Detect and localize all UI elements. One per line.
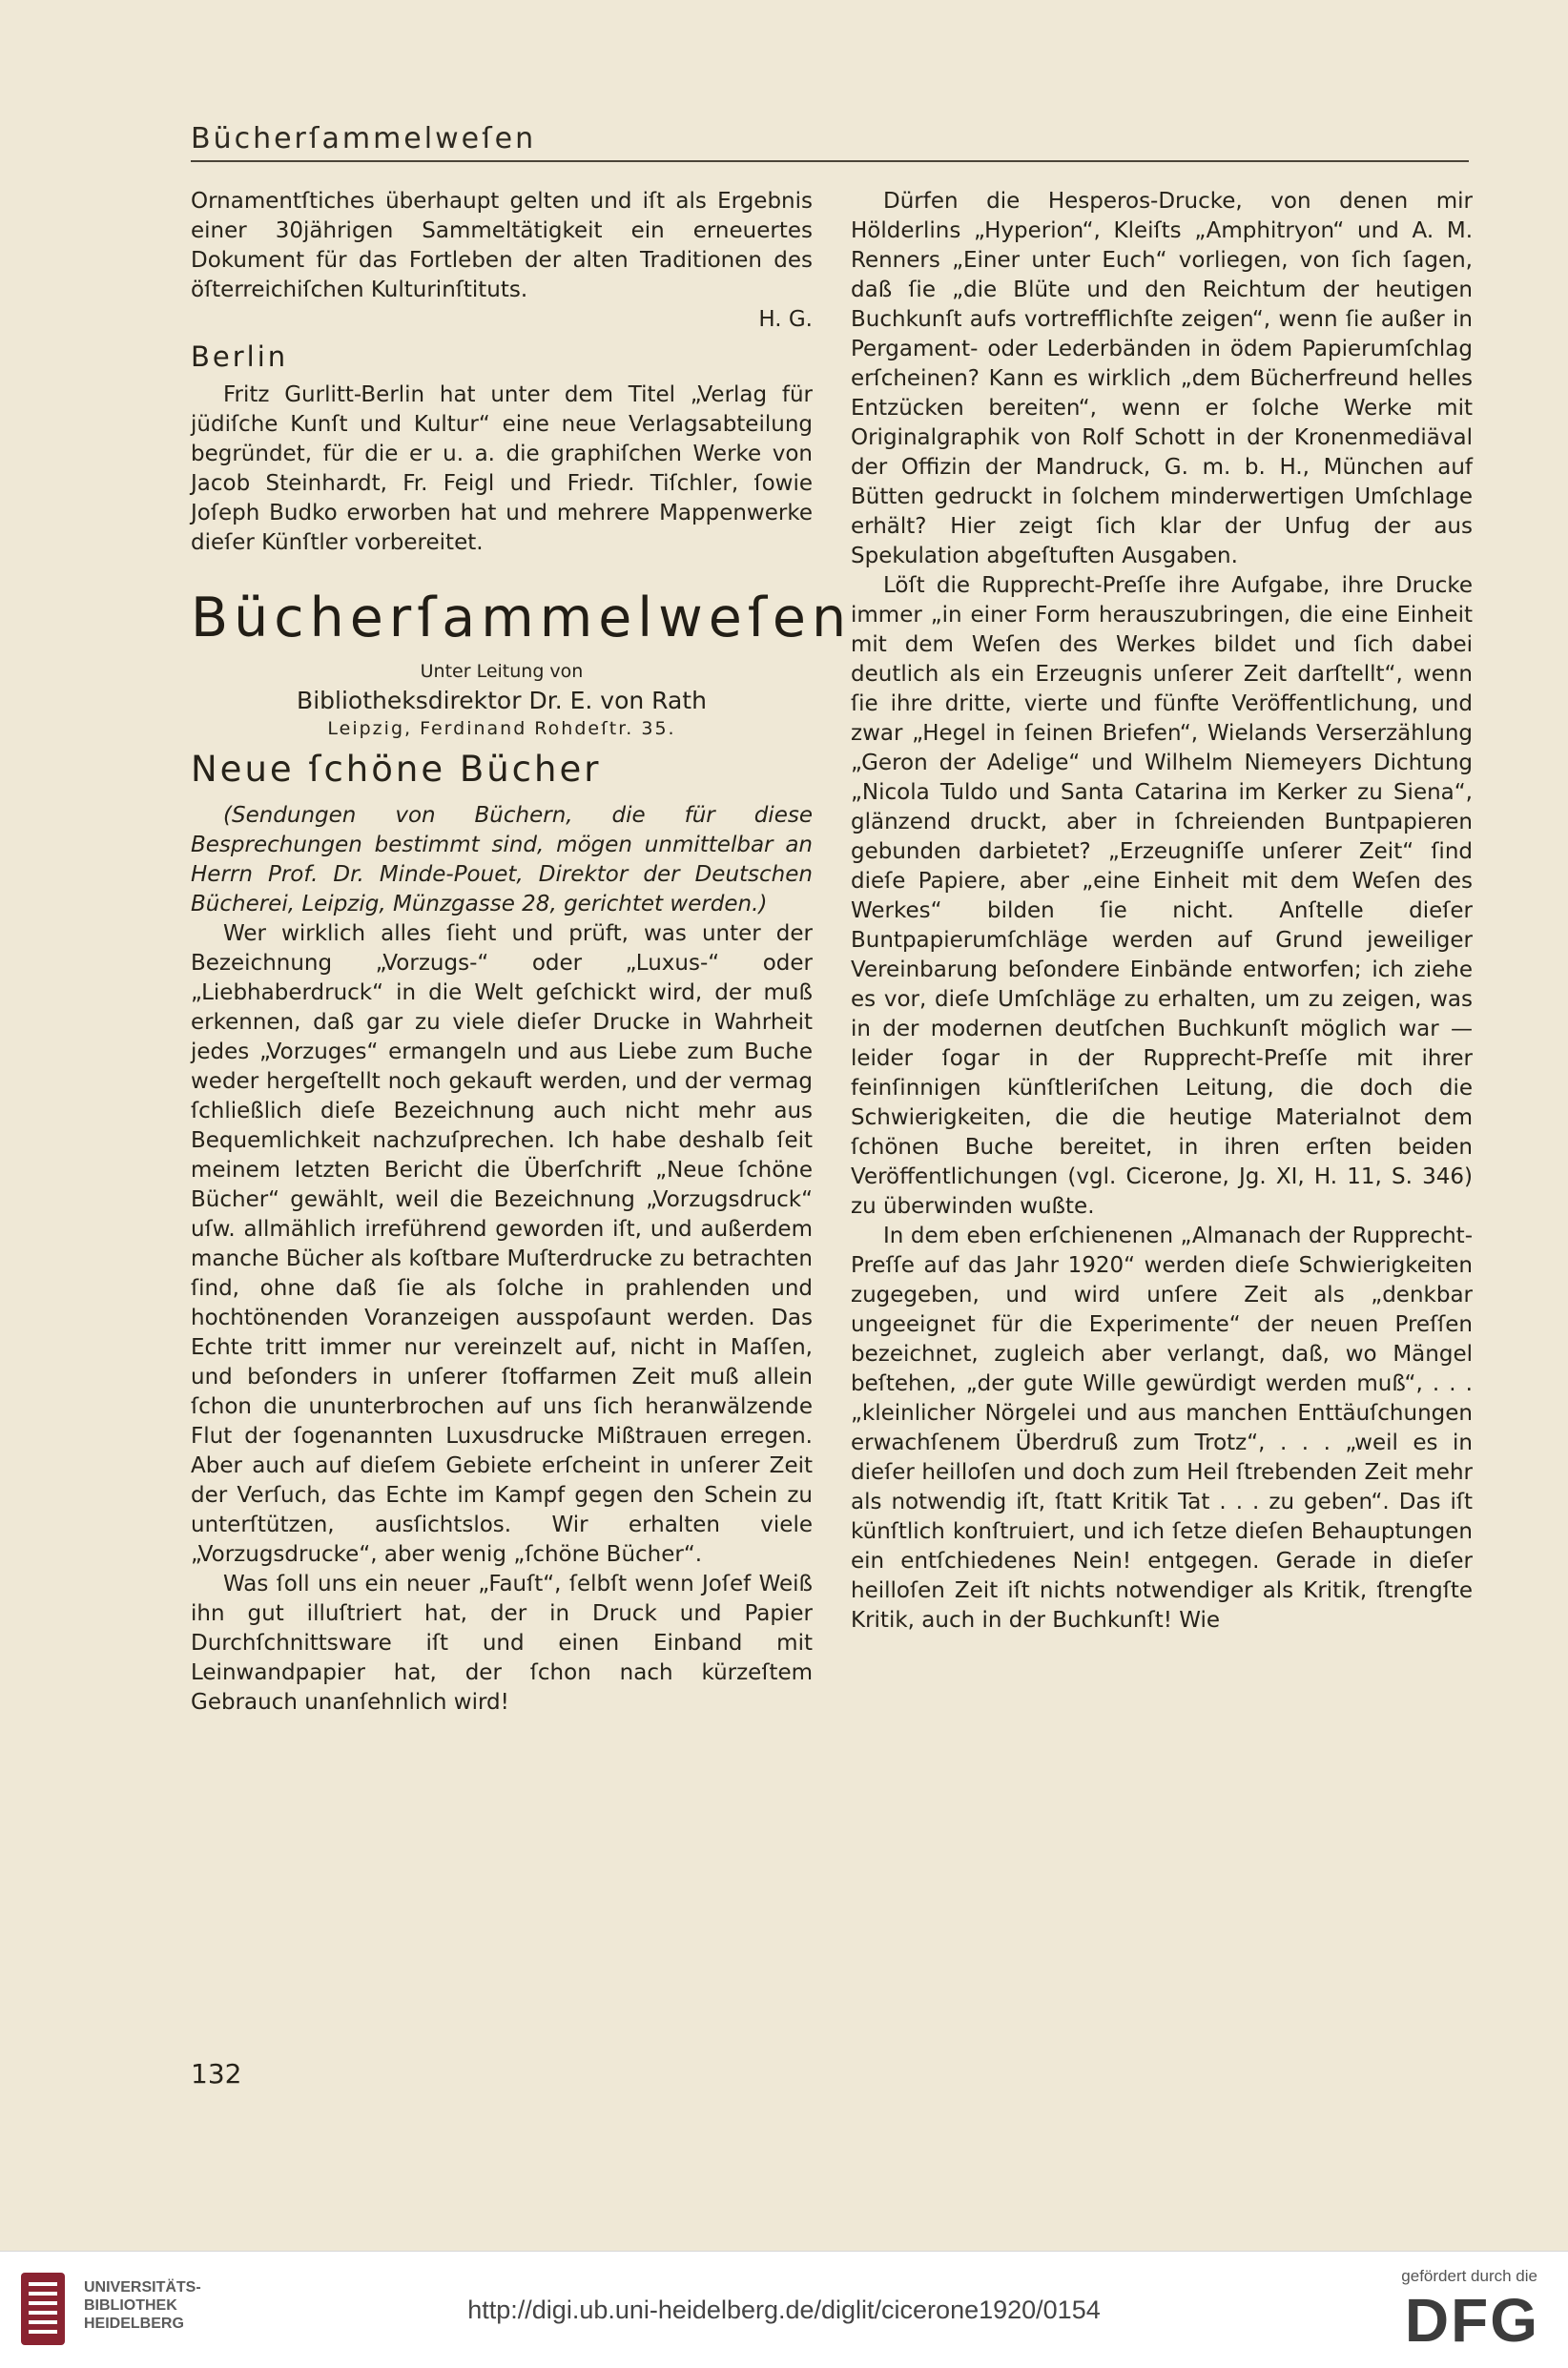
logo-line-1: UNIVERSITÄTS- [84,2279,201,2296]
dfg-logo[interactable]: DFG [1404,2286,1539,2355]
right-paragraph-2: Löſt die Rupprecht-Preſſe ihre Aufgabe, ihre Drucke immer „in einer Form herauszubringen, die eine Einheit mit dem Weſen des Werkes bildet und ſich dabei deutlich als ein Erzeugnis unſerer Zeit darſtellt“, wenn ſie ihre dritte, vierte und fünfte Veröffentlichung, und zwar „Hegel in ſeinen Briefen“, Wielands Verserzählung „Geron der Adelige“ und Wilhelm Niemeyers Dichtung „Nicola Tuldo und Santa Catarina im Kerker zu Siena“, glänzend druckt, aber in ſchreienden Buntpapieren gebunden darbietet? „Erzeugniſſe unſerer Zeit“ ſind dieſe Papiere, aber „eine Einheit mit dem Weſen des Werkes“ bilden ſie nicht. Anſtelle dieſer Buntpapierumſchläge werden auf Grund jeweiliger Vereinbarung beſondere Einbände entworfen; ich ziehe es vor, dieſe Umſchläge zu erhalten, um zu zeigen, was in der modernen deutſchen Buchkunſt möglich war — leider ſogar in der Rupprecht-Preſſe mit ihrer feinſinnigen künſtleriſchen Leitung, die doch die Schwierigkeiten, die die heutige Materialnot dem ſchönen Buche bereitet, in ihren erſten beiden Veröffentlichungen (vgl. Cicerone, Jg. XI, H. 11, S. 346) zu überwinden wußte. [851,573,1473,1219]
logo-line-3: HEIDELBERG [84,2316,184,2332]
right-paragraph-3: In dem eben erſchienenen „Almanach der Rupprecht-Preſſe auf das Jahr 1920“ werden dieſe Schwierigkeiten zugegeben, und wird unſere Zeit als „denkbar ungeeignet für die Experimente“ der neuen Preſſen bezeichnet, zugleich aber verlangt, daß, wo Mängel beſtehen, „der gute Wille gewürdigt werden muß“, . . . „kleinlicher Nörgelei und aus manchen Enttäuſchungen erwachſenem Überdruß zum Trotz“, . . . „weil es in dieſer heilloſen und doch zum Heil ſtrebenden Zeit mehr als notwendig iſt, ſtatt Kritik Tat . . . zu geben“. Das iſt künſtlich konſtruiert, und ich ſetze dieſen Behauptungen ein entſchiedenes Nein! entgegen. Gerade in dieſer heilloſen Zeit iſt nichts notwendiger als Kritik, ſtrengſte Kritik, auch in der Buchkunſt! Wie [851,1224,1473,1633]
left-paragraph-2: Fritz Gurlitt-Berlin hat unter dem Titel „Verlag für jüdiſche Kunſt und Kultur“ eine neue Verlagsabteilung begründet, für die er u. a. die graphiſchen Werke von Jacob Steinhardt, Fr. Feigl und Friedr. Tiſchler, ſowie Joſeph Budko erworben hat und mehrere Mappenwerke dieſer Künſtler vorbereitet. [191,382,813,555]
under-leitung: Unter Leitung von [420,661,584,682]
section-title: Bücherſammelweſen [191,587,853,649]
left-paragraph-4: Was ſoll uns ein neuer „Fauſt“, ſelbſt wenn Joſef Weiß ihn gut illuſtriert hat, der in Druck und Papier Durchſchnittsware iſt und einen Einband mit Leinwandpapier hat, der ſchon nach kürzeſtem Gebrauch unanſehnlich wird! [191,1572,813,1715]
signature-hg: H. G. [758,307,813,332]
running-head: Bücherſammelweſen [191,122,537,155]
right-paragraph-1: Dürfen die Hesperos-Drucke, von denen mir Hölderlins „Hyperion“, Kleiſts „Amphitryon“ und A. M. Renners „Einer unter Euch“ vorliegen, von ſich ſagen, daß ſie „die Blüte und den Reichtum der heutigen Buchkunſt aufs vortrefflichſte zeigen“, wenn ſie außer in Pergament- oder Lederbänden in ödem Papierumſchlag erſcheinen? Kann es wirklich „dem Bücherfreund helles Entzücken bereiten“, wenn er ſolche Werke mit Originalgraphik von Rolf Schott in der Kronenmediäval der Offizin der Mandruck, G. m. b. H., München auf Bütten gedruckt in ſolchem minderwertigen Umſchlage erhält? Hier zeigt ſich klar der Unfug der aus Spekulation abgeſtuften Ausgaben. [851,189,1473,568]
logo-line-2: BIBLIOTHEK [84,2297,177,2314]
page-number: 132 [191,2058,242,2090]
funding-note: gefördert durch die [1401,2267,1537,2285]
director-line: Bibliotheksdirektor Dr. E. von Rath [297,687,707,714]
address-line: Leipzig, Ferdinand Rohdeſtr. 35. [327,718,676,739]
digitization-footer [0,2251,1568,2368]
left-paragraph-1: Ornamentſtiches überhaupt gelten und iſt als Ergebnis einer 30jährigen Sammeltätigkeit ein erneuertes Dokument für das Fortleben der alten Traditionen des öſterreichiſchen Kulturinſtituts. [191,189,813,302]
submission-note: (Sendungen von Büchern, die für diese Besprechungen bestimmt sind, mögen unmittelbar an Herrn Prof. Dr. Minde-Pouet, Direktor der Deutschen Bücherei, Leipzig, Münzgasse 28, gerichtet werden.) [191,803,813,916]
right-column [851,187,1473,1636]
subsection-title: Neue ſchöne Bücher [191,749,602,790]
berlin-heading: Berlin [191,340,289,373]
left-column [191,187,853,1718]
header-rule [191,160,1469,162]
permalink-url[interactable]: http://digi.ub.uni-heidelberg.de/diglit/cicerone1920/0154 [467,2296,1101,2324]
left-paragraph-3: Wer wirklich alles ſieht und prüft, was unter der Bezeichnung „Vorzugs-“ oder „Luxus-“ oder „Liebhaberdruck“ in die Welt geſchickt wird, der muß erkennen, daß gar zu viele dieſer Drucke in Wahrheit jedes „Vorzuges“ ermangeln und aus Liebe zum Buche weder hergeſtellt noch gekauft werden, und der vermag ſchließlich dieſe Bezeichnung auch nicht mehr aus Bequemlichkeit nachzuſprechen. Ich habe deshalb ſeit meinem letzten Bericht die Überſchrift „Neue ſchöne Bücher“ gewählt, weil die Bezeichnung „Vorzugsdruck“ uſw. allmählich irreführend geworden iſt, und außerdem manche Bücher als koſtbare Muſterdrucke zu betrachten ſind, ohne daß ſie als ſolche in prahlenden und hochtönenden Voranzeigen ausspoſaunt werden. Das Echte tritt immer nur vereinzelt auf, nicht in Maſſen, und beſonders in unſerer ſtoffarmen Zeit muß allein ſchon die ununterbrochen auf uns ſich heranwälzende Flut der ſogenannten Luxusdrucke Mißtrauen erregen. Aber auch auf dieſem Gebiete erſcheint in unſerer Zeit der Verſuch, das Echte im Kampf gegen den Schein zu unterſtützen, ausſichtslos. Wir erhalten viele „Vorzugsdrucke“, aber wenig „ſchöne Bücher“. [191,921,813,1567]
